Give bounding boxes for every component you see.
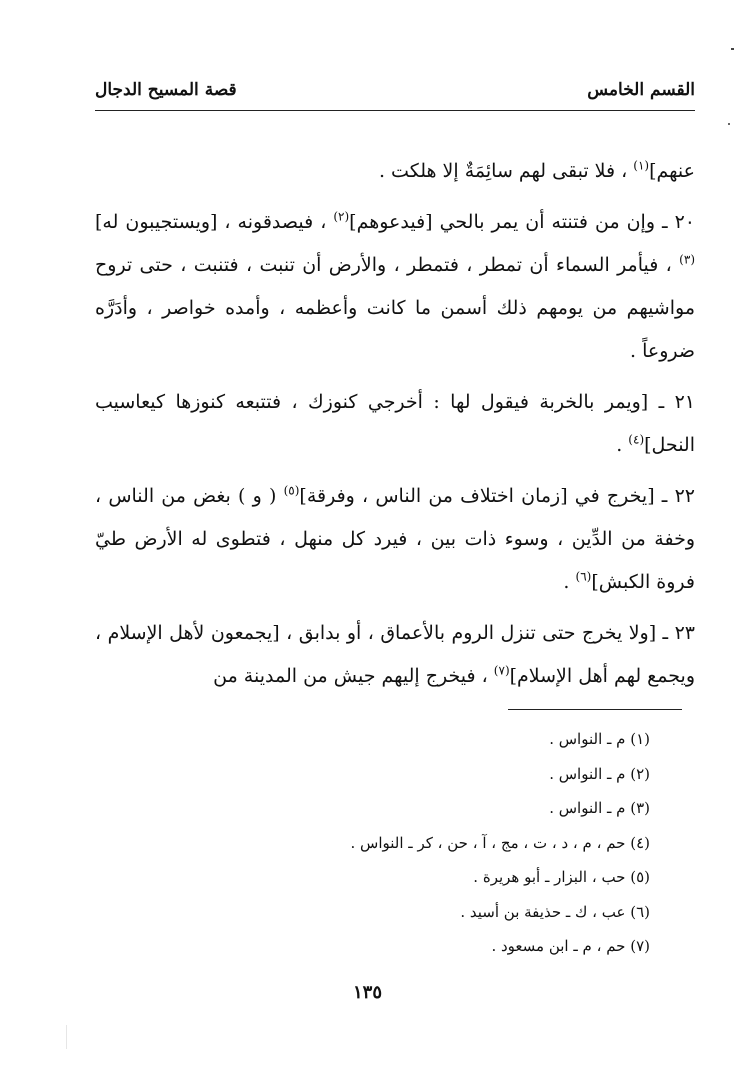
footnote-marker: (٤) — [628, 432, 645, 447]
footnote: (٧) حم ، م ـ ابن مسعود . — [491, 937, 650, 955]
running-header — [95, 80, 695, 108]
text-run: ، فيأمر السماء أن تمطر ، فتمطر ، والأرض أن تنبت ، فتنبت ، حتى تروح مواشيهم من يومهم ذلك أسمن ما كانت وأعظمه ، وأمده خواصر ، وأدَرَّه ضروعاً . — [95, 254, 695, 362]
scan-margin-line — [66, 1025, 67, 1049]
text-run: ( و ) بغض من الناس ، وخفة من الدِّين ، وسوء ذات بين ، فيرد كل منهل ، فتطوى له الأرض طيّ فروة الكبش] — [95, 485, 695, 593]
footnote-separator — [508, 709, 682, 710]
paragraph-continued — [95, 150, 695, 193]
text-run: ٢٢ ـ [يخرج في [زمان اختلاف من الناس ، وفرقة] — [299, 485, 695, 507]
text-run: . — [563, 571, 576, 593]
main-text — [95, 150, 695, 706]
footnote: (١) م ـ النواس . — [549, 730, 650, 748]
text-run: ٢٠ ـ وإن من فتنته أن يمر بالحي [فيدعوهم] — [349, 211, 695, 233]
footnote: (٣) م ـ النواس . — [549, 799, 650, 817]
header-book-title: قصة المسيح الدجال — [95, 80, 237, 100]
text-run: ، فيصدقونه ، [ويستجيبون له] — [95, 211, 334, 233]
header-section: القسم الخامس — [587, 80, 695, 100]
scan-edge-mark — [728, 123, 730, 125]
footnote: (٢) م ـ النواس . — [549, 764, 650, 783]
footnote-marker: (٥) — [283, 483, 300, 498]
text-run: ٢٣ ـ [ولا يخرج حتى تنزل الروم بالأعماق ، أو بدابق ، [يجمعون لأهل الإسلام ، ويجمع لهم أهل الإسلام] — [95, 622, 695, 687]
text-run: عنهم] — [649, 160, 695, 182]
text-run: ، فيخرج إليهم جيش من المدينة من — [213, 665, 494, 687]
text-run: ٢١ ـ [ويمر بالخربة فيقول لها : أخرجي كنوزك ، فتتبعه كنوزها كيعاسيب النحل] — [95, 391, 695, 456]
paragraph-21 — [95, 381, 695, 467]
page-number: ١٣٥ — [352, 982, 382, 1003]
footnote-marker: (٢) — [333, 209, 350, 224]
text-run: . — [616, 434, 629, 456]
scan-edge-mark — [731, 48, 734, 50]
footnote: (٥) حب ، البزار ـ أبو هريرة . — [473, 868, 650, 886]
paragraph-22 — [95, 475, 695, 604]
footnotes — [250, 722, 650, 964]
footnote: (٤) حم ، م ، د ، ت ، مج ، آ ، حن ، كر ـ النواس . — [350, 833, 650, 852]
paragraph-20 — [95, 201, 695, 373]
footnote-marker: (٧) — [493, 663, 510, 678]
paragraph-23 — [95, 612, 695, 698]
footnote-marker: (٦) — [575, 569, 592, 584]
footnote-marker: (٣) — [679, 252, 695, 267]
header-rule — [95, 110, 695, 111]
text-run: ، فلا تبقى لهم سائِمَةٌ إلا هلكت . — [378, 160, 634, 182]
footnote: (٦) عب ، ك ـ حذيفة بن أسيد . — [460, 902, 650, 921]
footnote-marker: (١) — [633, 158, 650, 173]
